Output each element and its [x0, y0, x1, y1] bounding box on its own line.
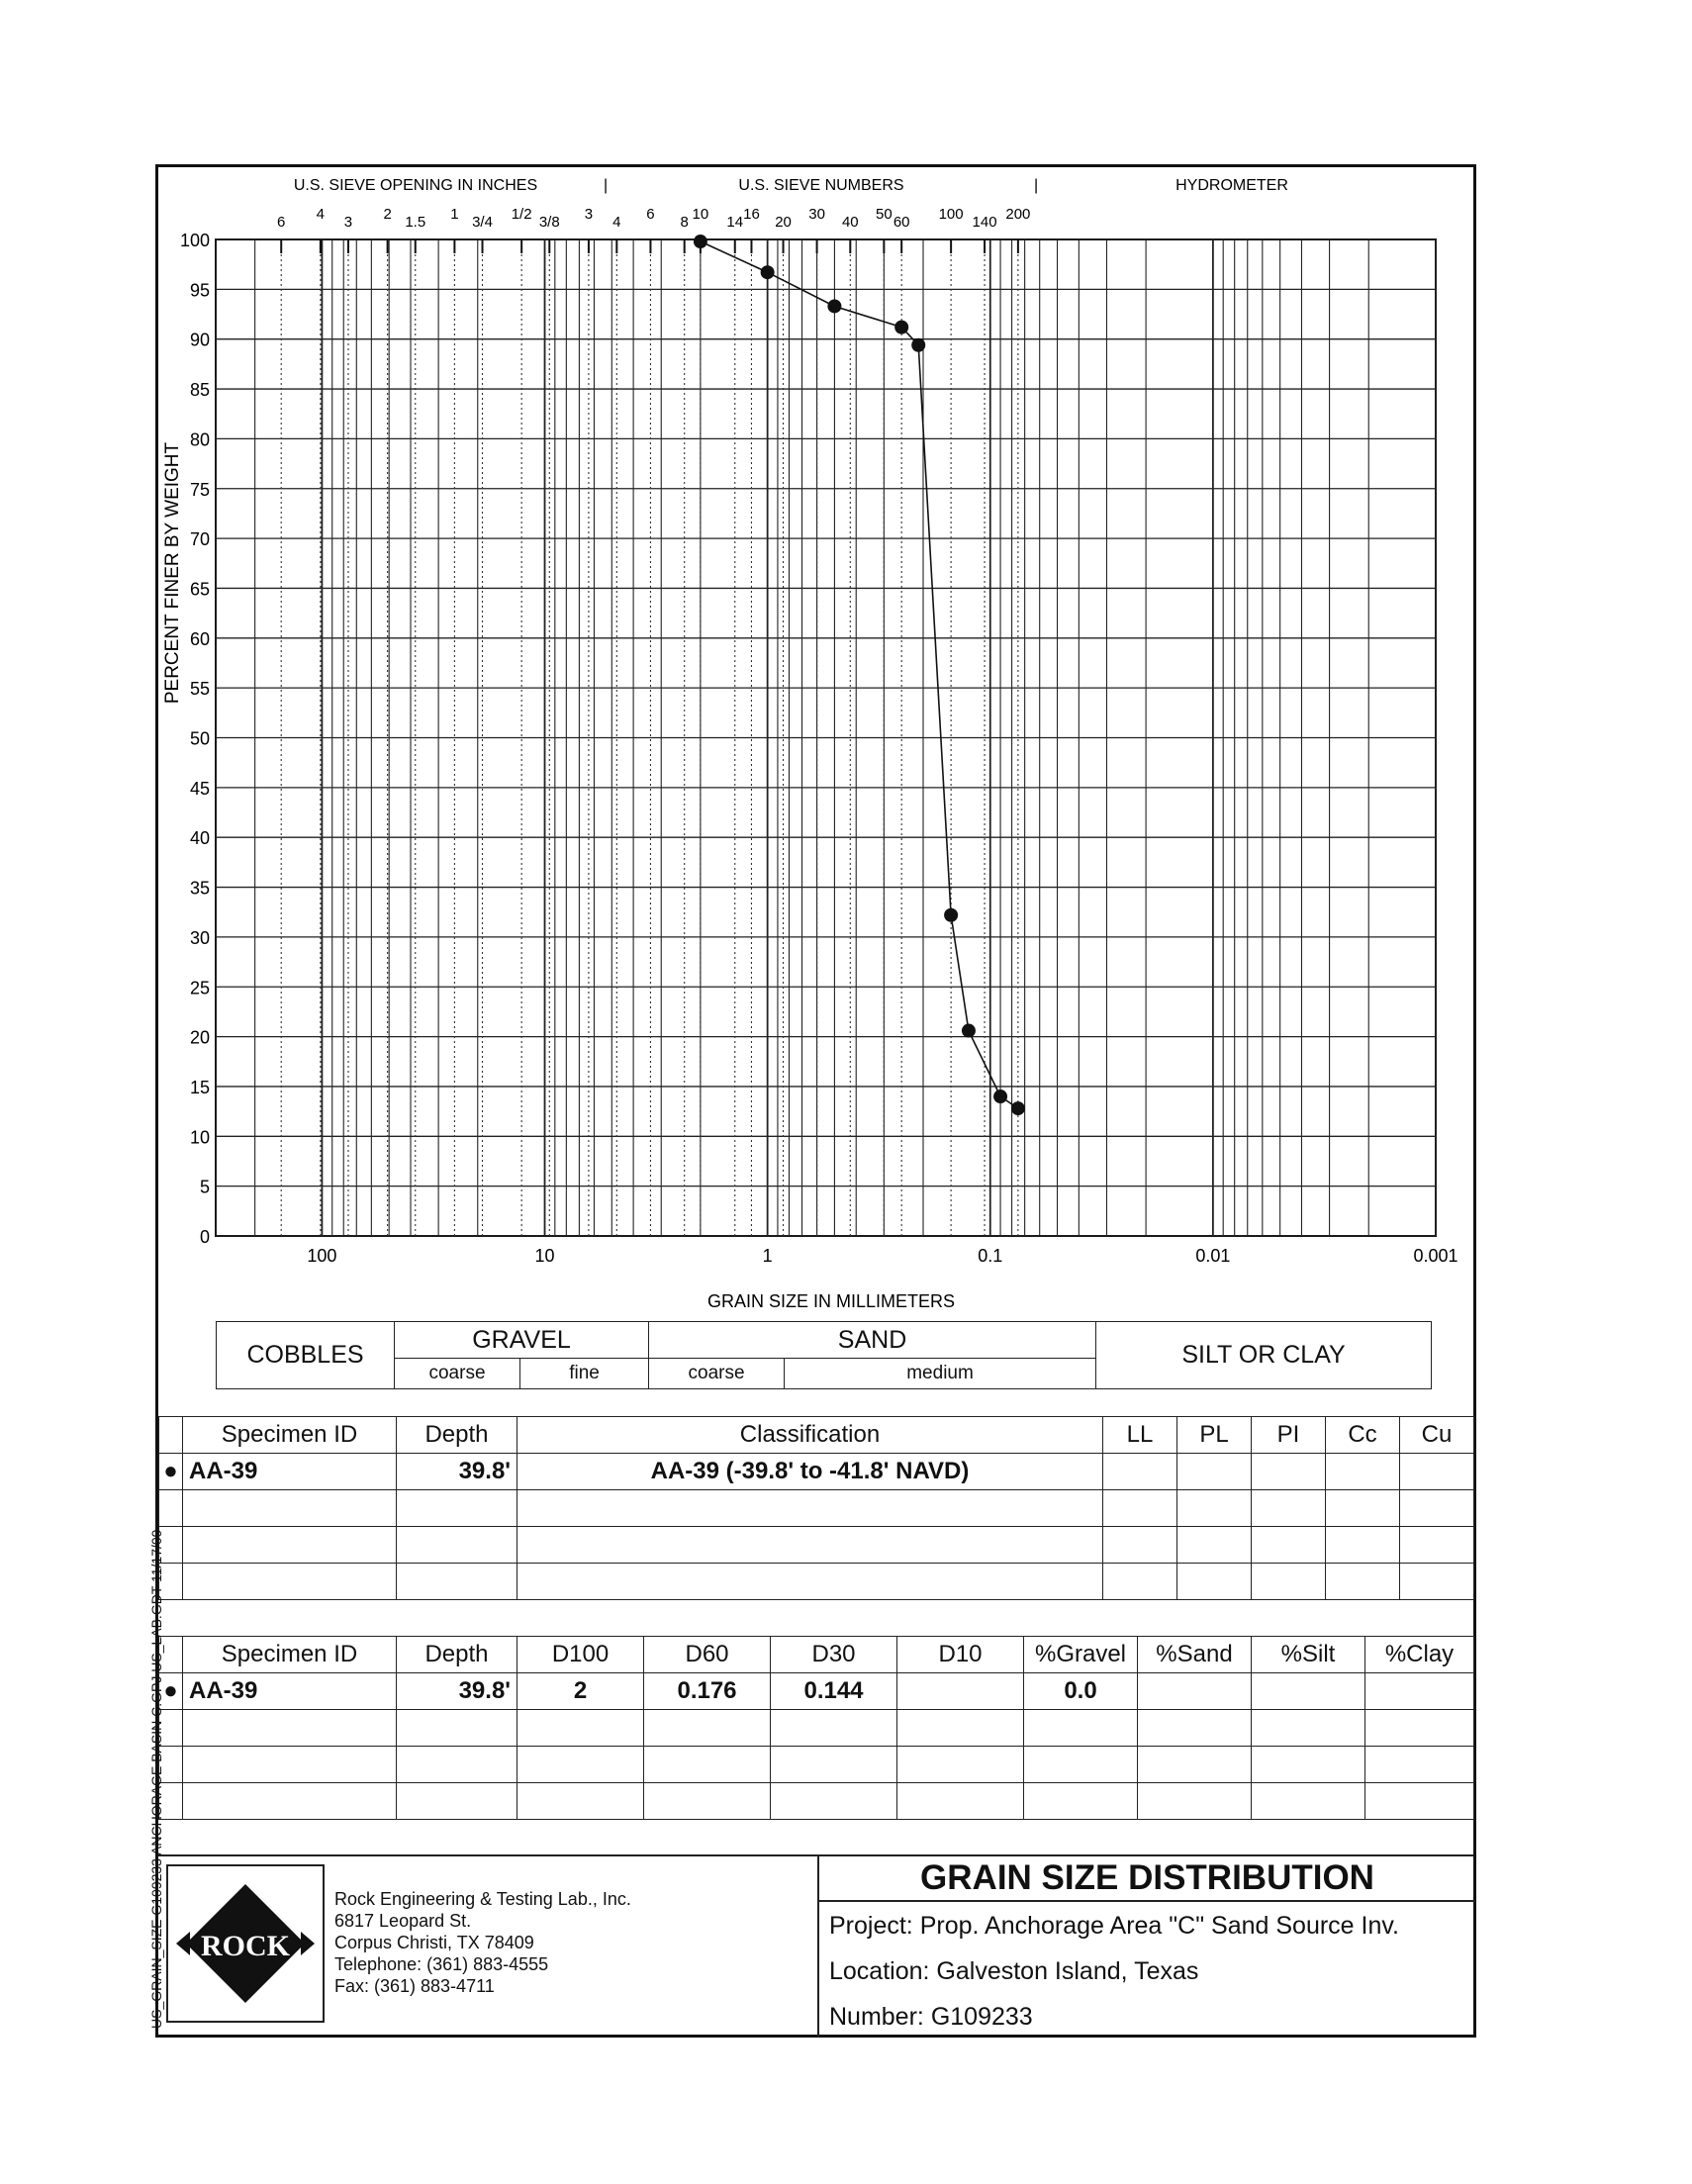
- y-tick-label: 30: [189, 927, 210, 948]
- table-cell: [1326, 1490, 1400, 1527]
- table-cell: [1103, 1490, 1177, 1527]
- report-footer: [158, 1854, 1473, 2037]
- table1-header-ll: LL: [1103, 1417, 1177, 1454]
- table-cell: [1024, 1783, 1138, 1820]
- company-street: 6817 Leopard St.: [334, 1911, 472, 1931]
- table-cell: [183, 1527, 397, 1564]
- table-cell: [1252, 1747, 1365, 1783]
- table1-header-cc: Cc: [1326, 1417, 1400, 1454]
- table-cell: [1400, 1490, 1474, 1527]
- y-tick-label: 85: [189, 380, 210, 401]
- table-cell: [771, 1783, 897, 1820]
- table1-row-classification: AA-39 (-39.8' to -41.8' NAVD): [517, 1454, 1103, 1490]
- table2-header-d100: D100: [517, 1637, 644, 1673]
- table-cell: [1365, 1747, 1474, 1783]
- table-row: [159, 1710, 1474, 1747]
- table2-row-id: AA-39: [183, 1673, 397, 1710]
- company-name: Rock Engineering & Testing Lab., Inc.: [334, 1889, 631, 1909]
- sieve-label: 14: [726, 214, 744, 231]
- table2-row-clay: [1365, 1673, 1474, 1710]
- y-tick-label: 20: [189, 1027, 210, 1048]
- table-cell: [1252, 1783, 1365, 1820]
- table1-header-classification: Classification: [517, 1417, 1103, 1454]
- table-row: [159, 1673, 1474, 1710]
- sieve-inches-header: U.S. SIEVE OPENING IN INCHES: [293, 177, 538, 194]
- table-cell: [1252, 1564, 1326, 1600]
- y-tick-label: 55: [189, 679, 210, 700]
- y-tick-label: 100: [179, 231, 210, 250]
- sieve-label: 2: [383, 206, 392, 223]
- x-tick-label: 0.001: [1413, 1246, 1458, 1266]
- table2-row-sand: [1138, 1673, 1252, 1710]
- table-cell: [397, 1710, 517, 1747]
- sieve-label: 1.5: [405, 214, 426, 231]
- y-axis-title: PERCENT FINER BY WEIGHT: [162, 441, 183, 705]
- sand-coarse-label: coarse: [649, 1359, 785, 1389]
- classification-table: [158, 1416, 1474, 1600]
- gravel-fine-label: fine: [520, 1359, 649, 1389]
- number-label: Number:: [829, 2003, 924, 2031]
- sieve-label: 60: [893, 214, 910, 231]
- sieve-label: 3/8: [538, 214, 560, 231]
- table-cell: [1177, 1454, 1252, 1490]
- table1-bullet-header: [159, 1417, 183, 1454]
- y-tick-label: 90: [189, 330, 210, 350]
- sieve-label: 40: [841, 214, 859, 231]
- sieve-label: 50: [876, 206, 893, 223]
- table-cell: [771, 1710, 897, 1747]
- table-cell: [517, 1747, 644, 1783]
- table1-header-specimen: Specimen ID: [183, 1417, 397, 1454]
- soil-classification-band: [216, 1321, 1432, 1389]
- x-tick-label: 0.1: [978, 1246, 1003, 1266]
- sieve-scale: [277, 206, 1030, 1236]
- company-fax: Fax: (361) 883-4711: [334, 1976, 495, 1996]
- data-point: [993, 1090, 1007, 1103]
- table-cell: [1326, 1454, 1400, 1490]
- table-cell: [897, 1747, 1024, 1783]
- table-cell: [1103, 1454, 1177, 1490]
- table-cell: [159, 1490, 183, 1527]
- table2-header-d30: D30: [771, 1637, 897, 1673]
- data-point: [911, 338, 925, 352]
- logo-text: ROCK: [201, 1930, 290, 1962]
- table-cell: [397, 1564, 517, 1600]
- table2-header-d10: D10: [897, 1637, 1024, 1673]
- series-line: [701, 241, 1018, 1108]
- location-label: Location:: [829, 1957, 930, 1985]
- table1-header-cu: Cu: [1400, 1417, 1474, 1454]
- table-cell: [1326, 1564, 1400, 1600]
- y-tick-label: 95: [189, 280, 210, 301]
- table-cell: [1326, 1527, 1400, 1564]
- project-value: Prop. Anchorage Area "C" Sand Source Inv.: [919, 1912, 1399, 1940]
- location-value: Galveston Island, Texas: [936, 1957, 1199, 1985]
- sieve-label: 200: [1005, 206, 1031, 223]
- project-label: Project:: [829, 1912, 913, 1940]
- y-tick-label: 80: [189, 429, 210, 450]
- table-cell: [1138, 1783, 1252, 1820]
- company-address: [334, 1888, 631, 1997]
- grain-size-report: [155, 164, 1476, 2038]
- gravel-label: GRAVEL: [395, 1322, 649, 1359]
- sieve-label: 20: [775, 214, 792, 231]
- data-point: [894, 321, 908, 334]
- sieve-label: 6: [277, 214, 286, 231]
- table-cell: [1400, 1527, 1474, 1564]
- x-tick-label: 1: [762, 1246, 773, 1266]
- table-cell: [397, 1783, 517, 1820]
- table-cell: [1103, 1527, 1177, 1564]
- y-tick-label: 70: [189, 529, 210, 550]
- company-city: Corpus Christi, TX 78409: [334, 1933, 534, 1952]
- data-point: [944, 908, 958, 922]
- table-cell: [397, 1747, 517, 1783]
- table-cell: [517, 1527, 1103, 1564]
- table-cell: [1252, 1527, 1326, 1564]
- sieve-label: 30: [808, 206, 825, 223]
- table1-header-depth: Depth: [397, 1417, 517, 1454]
- y-tick-label: 10: [189, 1127, 210, 1148]
- table-cell: [1365, 1710, 1474, 1747]
- table-cell: [644, 1747, 771, 1783]
- table-cell: [1177, 1527, 1252, 1564]
- table2-header-specimen: Specimen ID: [183, 1637, 397, 1673]
- number-line: [829, 2003, 1033, 2032]
- table-cell: [517, 1710, 644, 1747]
- table-cell: [183, 1490, 397, 1527]
- y-tick-label: 50: [189, 728, 210, 749]
- hydrometer-header: HYDROMETER: [1175, 177, 1288, 194]
- table1-header-pl: PL: [1177, 1417, 1252, 1454]
- table-row: [159, 1454, 1474, 1490]
- table2-row-d60: 0.176: [644, 1673, 771, 1710]
- number-value: G109233: [930, 2003, 1033, 2031]
- data-point: [694, 235, 707, 248]
- header-separator-2: |: [1034, 177, 1039, 194]
- table2-header-silt: %Silt: [1252, 1637, 1365, 1673]
- table-row: [159, 1783, 1474, 1820]
- table-cell: [183, 1710, 397, 1747]
- project-line: [829, 1912, 1399, 1941]
- sieve-label: 1/2: [511, 206, 532, 223]
- table-cell: [517, 1564, 1103, 1600]
- header-separator-1: |: [604, 177, 609, 194]
- table2-row-silt: [1252, 1673, 1365, 1710]
- data-point: [962, 1024, 976, 1038]
- table2-header-gravel: %Gravel: [1024, 1637, 1138, 1673]
- company-logo: [166, 1864, 325, 2023]
- sieve-label: 100: [938, 206, 964, 223]
- sieve-label: 16: [743, 206, 760, 223]
- table2-header-sand: %Sand: [1138, 1637, 1252, 1673]
- table-cell: [1024, 1747, 1138, 1783]
- rock-logo-icon: [168, 1866, 323, 2021]
- table-cell: [1400, 1454, 1474, 1490]
- table2-row-gravel: 0.0: [1024, 1673, 1138, 1710]
- sieve-label: 10: [692, 206, 709, 223]
- sieve-label: 3: [584, 206, 594, 223]
- table-cell: [183, 1783, 397, 1820]
- x-tick-label: 0.01: [1195, 1246, 1231, 1266]
- table-cell: [1252, 1490, 1326, 1527]
- x-tick-label: 100: [307, 1246, 337, 1266]
- chart-series: [694, 235, 1025, 1115]
- y-tick-label: 5: [199, 1177, 210, 1197]
- table-cell: [1252, 1710, 1365, 1747]
- table-cell: [397, 1490, 517, 1527]
- chart-grid: [216, 239, 1436, 1236]
- table-cell: [1177, 1490, 1252, 1527]
- table-cell: [1138, 1747, 1252, 1783]
- y-tick-label: 35: [189, 878, 210, 899]
- table-row: [159, 1490, 1474, 1527]
- table1-row-bullet: ●: [159, 1454, 183, 1490]
- table2-header-d60: D60: [644, 1637, 771, 1673]
- y-tick-label: 25: [189, 978, 210, 998]
- table-cell: [644, 1710, 771, 1747]
- sieve-label: 3: [343, 214, 353, 231]
- table2-header-clay: %Clay: [1365, 1637, 1474, 1673]
- x-tick-label: 10: [534, 1246, 555, 1266]
- y-tick-label: 0: [199, 1227, 210, 1247]
- table-cell: [771, 1747, 897, 1783]
- table-cell: [1024, 1710, 1138, 1747]
- table2-row-bullet: ●: [159, 1673, 183, 1710]
- y-tick-label: 40: [189, 828, 210, 849]
- y-tick-label: 75: [189, 479, 210, 500]
- table-cell: [1400, 1564, 1474, 1600]
- table-cell: [517, 1490, 1103, 1527]
- report-title: GRAIN SIZE DISTRIBUTION: [819, 1856, 1475, 1902]
- table-row: [159, 1747, 1474, 1783]
- sieve-label: 3/4: [472, 214, 493, 231]
- table-row: [159, 1564, 1474, 1600]
- data-point: [761, 265, 775, 279]
- sand-label: SAND: [649, 1322, 1096, 1359]
- table-cell: [1138, 1710, 1252, 1747]
- x-axis-title: GRAIN SIZE IN MILLIMETERS: [706, 1291, 956, 1311]
- table1-row-id: AA-39: [183, 1454, 397, 1490]
- table2-header-depth: Depth: [397, 1637, 517, 1673]
- table-cell: [1103, 1564, 1177, 1600]
- table2-row-d100: 2: [517, 1673, 644, 1710]
- sand-medium-label: medium: [785, 1359, 1096, 1389]
- location-line: [829, 1957, 1198, 1986]
- sieve-numbers-header: U.S. SIEVE NUMBERS: [738, 177, 904, 194]
- y-tick-label: 65: [189, 579, 210, 600]
- silt-clay-label: SILT OR CLAY: [1096, 1322, 1432, 1389]
- table1-row-depth: 39.8': [397, 1454, 517, 1490]
- table-cell: [517, 1783, 644, 1820]
- report-title-block: [817, 1856, 1475, 2037]
- table-cell: [897, 1710, 1024, 1747]
- gravel-coarse-label: coarse: [395, 1359, 520, 1389]
- data-point: [827, 299, 841, 313]
- table-cell: [1365, 1783, 1474, 1820]
- company-phone: Telephone: (361) 883-4555: [334, 1954, 549, 1974]
- table-cell: [1177, 1564, 1252, 1600]
- sieve-label: 1: [450, 206, 459, 223]
- file-reference-text: US_GRAIN_SIZE G109233 ANCHORAGE BASIN C.GPJ US_LAB.GDT 11/17/09: [148, 1529, 164, 2029]
- sieve-label: 140: [972, 214, 997, 231]
- table2-row-depth: 39.8': [397, 1673, 517, 1710]
- table-row: [159, 1527, 1474, 1564]
- table-cell: [897, 1783, 1024, 1820]
- sieve-label: 8: [680, 214, 689, 231]
- data-point: [1011, 1101, 1025, 1115]
- table-cell: [1252, 1454, 1326, 1490]
- cobbles-label: COBBLES: [217, 1322, 395, 1389]
- table-cell: [397, 1527, 517, 1564]
- sieve-label: 4: [316, 206, 326, 223]
- table-cell: [644, 1783, 771, 1820]
- sieve-label: 4: [612, 214, 621, 231]
- table2-row-d30: 0.144: [771, 1673, 897, 1710]
- y-tick-label: 15: [189, 1077, 210, 1097]
- table-cell: [183, 1747, 397, 1783]
- sieve-label: 6: [646, 206, 655, 223]
- grain-size-summary-table: [158, 1636, 1474, 1820]
- y-tick-label: 45: [189, 778, 210, 799]
- table-cell: [183, 1564, 397, 1600]
- table2-row-d10: [897, 1673, 1024, 1710]
- y-tick-label: 60: [189, 628, 210, 649]
- table1-header-pi: PI: [1252, 1417, 1326, 1454]
